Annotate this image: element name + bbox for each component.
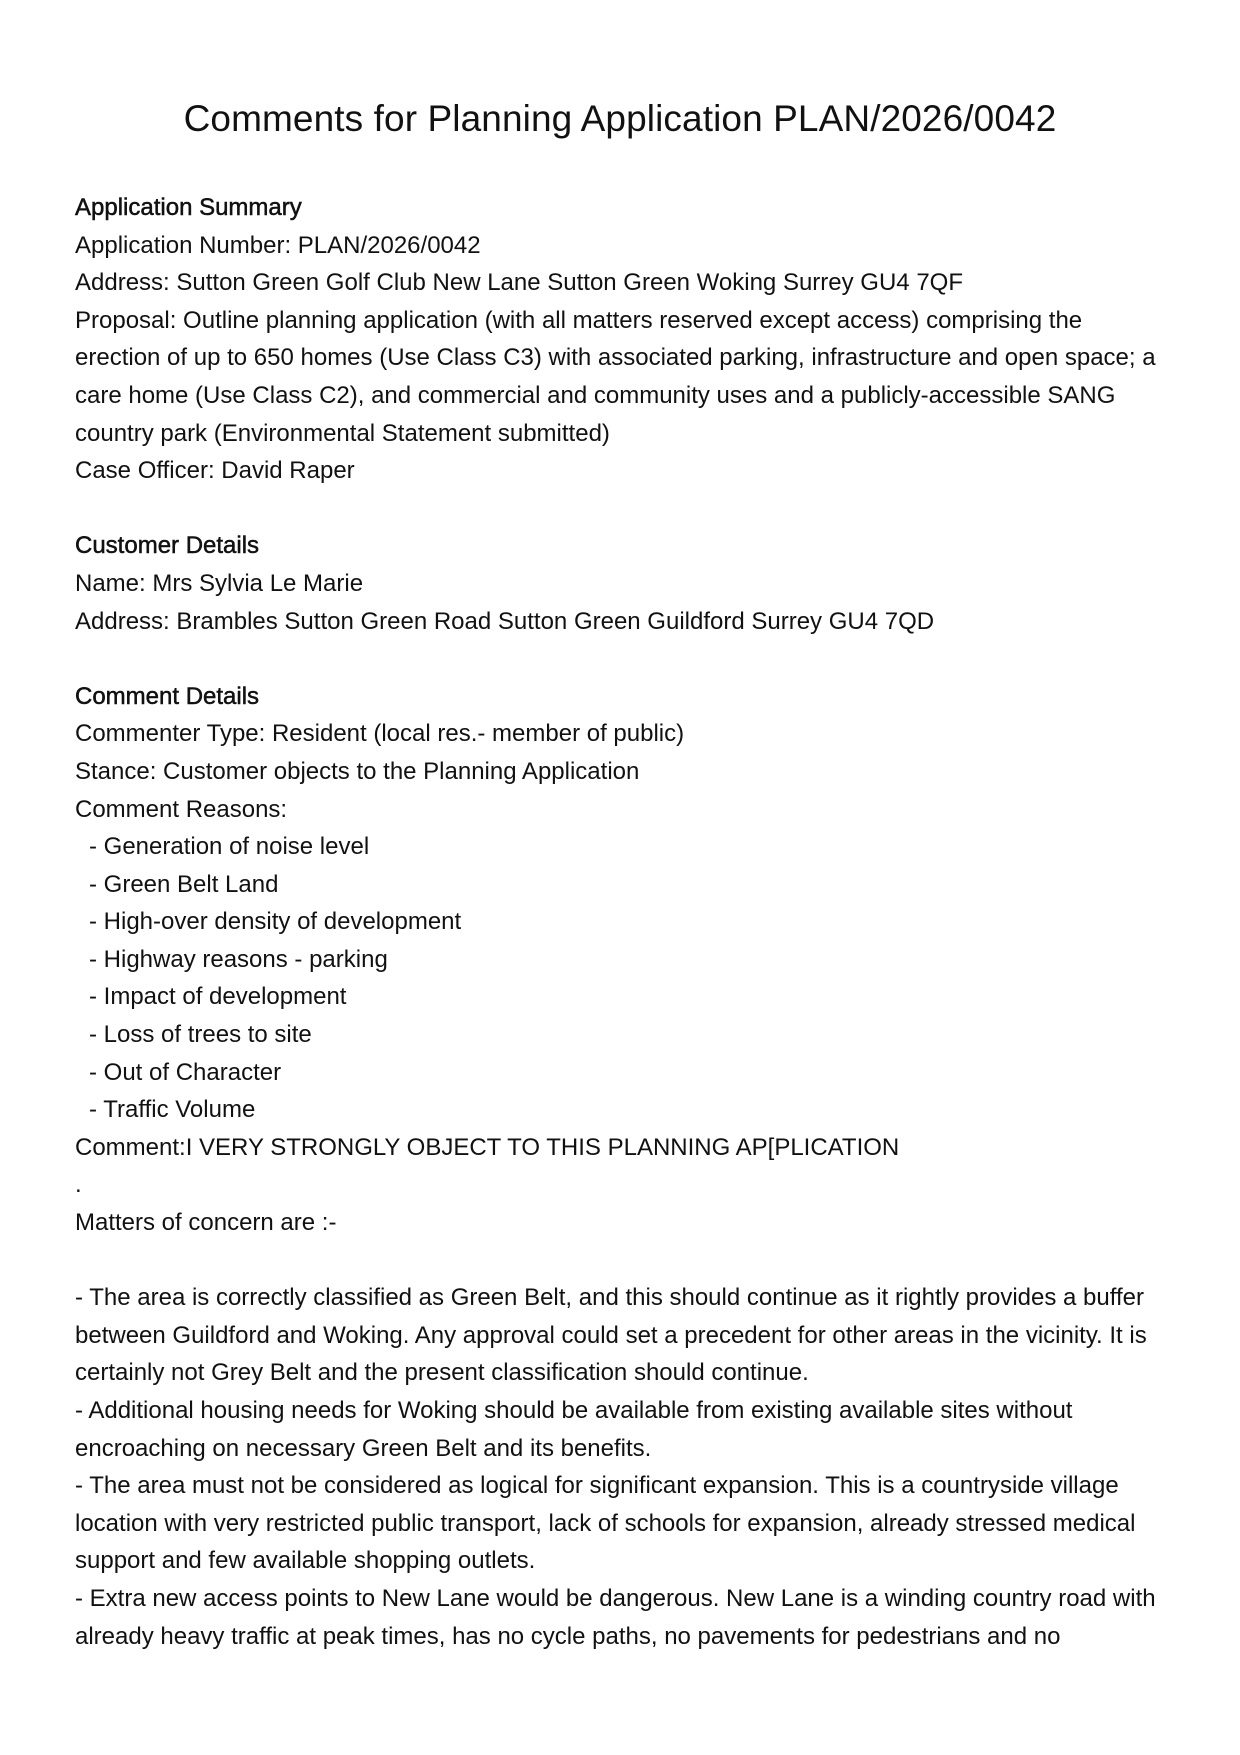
stance: Stance: Customer objects to the Planning Application <box>75 757 640 785</box>
commenter-type: Commenter Type: Resident (local res.- member of public) <box>75 720 685 748</box>
concerns-label: Matters of concern are :- <box>75 1209 337 1237</box>
document-body <box>75 189 1165 1655</box>
application-summary-heading: Application Summary <box>75 194 302 221</box>
application-address: Address: Sutton Green Golf Club New Lane Sutton Green Woking Surrey GU4 7QF <box>75 269 963 297</box>
concern-paragraph: - Extra new access points to New Lane would be dangerous. New Lane is a winding country road with already heavy traffic at peak times, has no cycle paths, no pavements for pedestrians and no <box>75 1584 1156 1650</box>
case-officer: Case Officer: David Raper <box>75 457 355 485</box>
comment-reason-item: - Out of Character <box>89 1058 282 1086</box>
concern-paragraph: - Additional housing needs for Woking should be available from existing available sites without encroaching on necessary Green Belt and its benefits. <box>75 1397 1073 1462</box>
section-gap <box>75 490 1165 528</box>
customer-details-heading: Customer Details <box>75 532 260 560</box>
application-proposal: Proposal: Outline planning application (with all matters reserved except access) comprising the erection of up to 650 homes (Use Class C3) with associated parking, infrastructure and open space; a care home (Use Class C2), and commercial and community uses and a publicly-accessible SANG country park (Environmental Statement submitted) <box>75 306 1156 447</box>
comment-details-section <box>75 678 1165 1655</box>
customer-name: Name: Mrs Sylvia Le Marie <box>75 569 364 597</box>
comment-dot: . <box>75 1171 82 1199</box>
comment-reason-item: - Green Belt Land <box>89 870 279 898</box>
comment-reason-item: - Highway reasons - parking <box>89 945 388 973</box>
comment-reason-item: - Impact of development <box>89 983 347 1011</box>
section-gap <box>75 640 1165 678</box>
comment-reason-item: - Traffic Volume <box>89 1096 256 1124</box>
paragraph-gap <box>75 1242 1165 1280</box>
application-summary-section <box>75 189 1165 490</box>
customer-address: Address: Brambles Sutton Green Road Sutton Green Guildford Surrey GU4 7QD <box>75 607 935 635</box>
comment-intro: Comment:I VERY STRONGLY OBJECT TO THIS PLANNING AP[PLICATION <box>75 1133 900 1161</box>
comment-reason-item: - Generation of noise level <box>89 833 370 861</box>
page-title: Comments for Planning Application PLAN/2026/0042 <box>183 98 1057 139</box>
comment-reason-item: - Loss of trees to site <box>89 1021 312 1049</box>
comment-details-heading: Comment Details <box>75 682 260 710</box>
concern-paragraph: - The area must not be considered as logical for significant expansion. This is a countryside village location with very restricted public transport, lack of schools for expansion, already stressed medical support and few available shopping outlets. <box>75 1472 1136 1575</box>
customer-details-section <box>75 527 1165 640</box>
application-number: Application Number: PLAN/2026/0042 <box>75 231 481 259</box>
concern-paragraph: - The area is correctly classified as Green Belt, and this should continue as it rightly provides a buffer between Guildford and Woking. Any approval could set a precedent for other areas in the vicinity. It is certainly not Grey Belt and the present classification should continue. <box>75 1284 1147 1387</box>
comment-reason-item: - High-over density of development <box>89 908 462 936</box>
comment-reasons-label: Comment Reasons: <box>75 795 288 823</box>
